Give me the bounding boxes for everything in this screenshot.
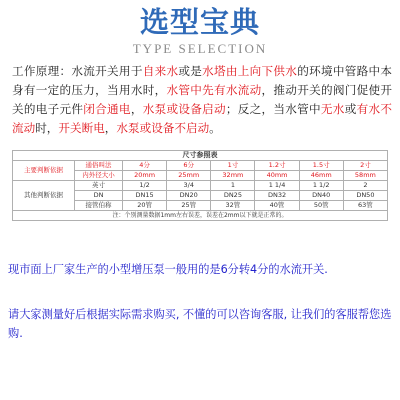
table-row (13, 161, 388, 171)
table-cell: 2寸 (343, 161, 387, 171)
principle-segment: 或是 (178, 64, 203, 78)
table-cell: 63管 (343, 201, 387, 211)
other-criteria-label: 其他判断依据 (13, 181, 75, 211)
principle-segment: ；反之，当水管中 (225, 102, 321, 116)
table-cell: DN15 (123, 191, 167, 201)
table-cell: DN25 (211, 191, 255, 201)
principle-highlight: 水泵或设备不启动 (116, 121, 210, 135)
notice-contact-service: 请大家测量好后根据实际需求购买, 不懂的可以咨询客服, 让我们的客服帮您选购. (8, 308, 392, 340)
principle-segment: 。 (209, 121, 221, 135)
principle-segment: ， (130, 102, 143, 116)
table-cell: 4分 (123, 161, 167, 171)
table-cell: 40mm (255, 171, 299, 181)
table-note: 注：个别测量数据1mm左右误差，误差在2mm以下就是正常的。 (13, 211, 388, 221)
table-cell: 32mm (211, 171, 255, 181)
table-cell: 3/4 (167, 181, 211, 191)
table-cell: 1 1/4 (255, 181, 299, 191)
table-cell: 32管 (211, 201, 255, 211)
principle-segment: ，推动开关的阀门促使开关的电子元件 (12, 83, 392, 116)
main-criteria-label: 主要判断依据 (13, 161, 75, 181)
row-label: DN (75, 191, 123, 201)
table-cell: DN20 (167, 191, 211, 201)
table-cell: 25mm (167, 171, 211, 181)
table-cell: 6分 (167, 161, 211, 171)
table-cell: 50管 (299, 201, 343, 211)
principle-segment: ， (104, 121, 117, 135)
row-label: 通俗叫法 (75, 161, 123, 171)
table-caption: 尺寸参照表 (13, 151, 388, 161)
table-cell: 25管 (167, 201, 211, 211)
table-cell: DN50 (343, 191, 387, 201)
table-cell: 20管 (123, 201, 167, 211)
table-cell: DN40 (299, 191, 343, 201)
table-cell: 1寸 (211, 161, 255, 171)
principle-highlight: 自来水 (142, 64, 179, 78)
table-cell: 1 1/2 (299, 181, 343, 191)
page-subtitle: TYPE SELECTION (132, 41, 268, 56)
principle-highlight: 闭合通电 (83, 102, 131, 116)
row-label: 英寸 (75, 181, 123, 191)
page-title: 选型宝典 (139, 5, 260, 39)
table-cell: 40管 (255, 201, 299, 211)
table-cell: 1.5寸 (299, 161, 343, 171)
table-cell: DN32 (255, 191, 299, 201)
table-cell: 1/2 (123, 181, 167, 191)
principle-segment: 工作原理：水流开关用于 (12, 64, 143, 78)
size-reference-table (12, 150, 388, 242)
principle-segment: 或 (344, 102, 357, 116)
table-cell: 46mm (299, 171, 343, 181)
working-principle-paragraph (12, 62, 392, 138)
principle-highlight: 有水不流动 (12, 102, 392, 135)
table-cell: 20mm (123, 171, 167, 181)
principle-highlight: 水塔由上向下供水 (202, 64, 298, 78)
table-row (13, 181, 388, 191)
row-label: 接管伯称 (75, 201, 123, 211)
table-cell: 58mm (343, 171, 387, 181)
principle-segment: 时， (35, 121, 59, 135)
principle-segment: 的环境中管路中本身有一定的压力，当用水时， (12, 64, 392, 97)
table-cell: 1.2寸 (255, 161, 299, 171)
table-cell: 1 (211, 181, 255, 191)
principle-highlight: 无水 (320, 102, 345, 116)
notice-pump-spec: 现市面上厂家生产的小型增压泵一般用的是6分转4分的水流开关. (8, 263, 328, 276)
row-label: 内外径大小 (75, 171, 123, 181)
table-cell: 2 (343, 181, 387, 191)
principle-highlight: 开关断电 (58, 121, 105, 135)
principle-highlight: 水泵或设备启动 (142, 102, 226, 116)
principle-highlight: 水管中先有水流动 (166, 83, 262, 97)
